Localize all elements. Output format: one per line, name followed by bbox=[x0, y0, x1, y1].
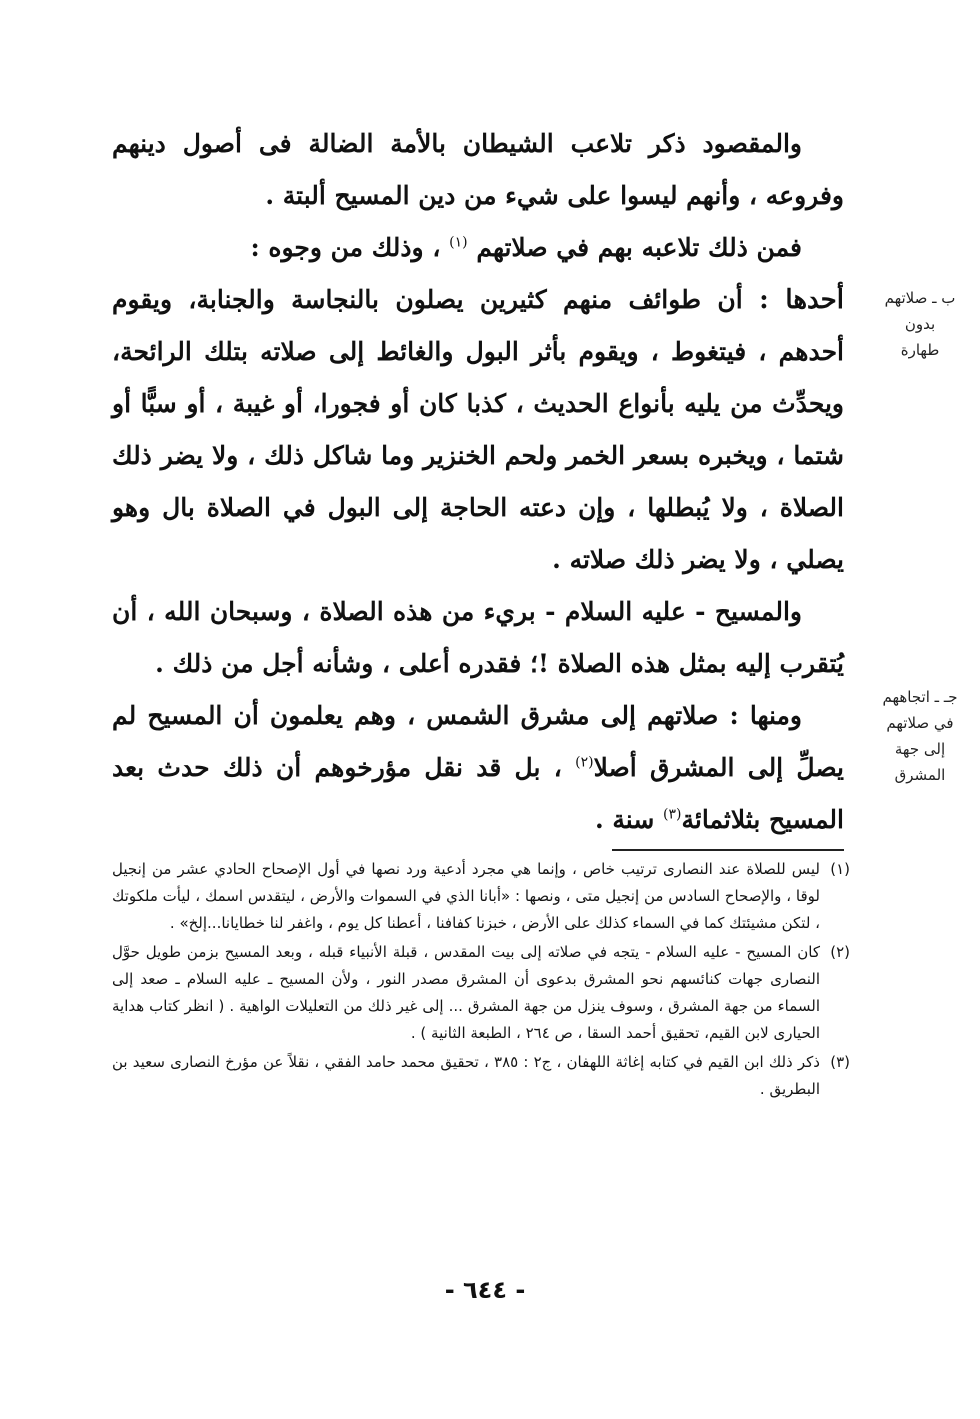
margin-note-b-line: طهارة bbox=[900, 341, 940, 359]
footnote-number: (٣) bbox=[830, 1053, 850, 1071]
footnote-3 bbox=[112, 1049, 850, 1103]
footnote-number: (١) bbox=[830, 860, 850, 878]
footnote-ref-1[interactable]: (١) bbox=[449, 234, 468, 251]
footnote-2 bbox=[112, 939, 850, 1047]
margin-note-b-line: بدون bbox=[904, 315, 936, 333]
intro-text: والمقصود ذكر تلاعب الشيطان بالأمة الضالة فى أصول دينهم وفروعه ، وأنهم ليسوا على شيء من دين المسيح ألبتة . bbox=[112, 129, 844, 210]
first-aspect-text: أن طوائف منهم كثيرين يصلون بالنجاسة والجنابة، ويقوم أحدهم ، فيتغوط ، ويقوم بأثر البول والغائط إلى صلاته بتلك الرائحة، ويحدِّث من يليه بأنواع الحديث ، كذبا كان أو فجورا، أو غيبة ، أو سبًّا أو شتما ، ويخبره بسعر الخمر ولحم الخنزير وما شاكل ذلك ، ولا يضر ذلك الصلاة ، ولا يُبطلها ، وإن دعته الحاجة إلى البول في الصلاة بال وهو يصلي ، ولا يضر ذلك صلاته . bbox=[112, 285, 844, 574]
footnote-ref-2[interactable]: (٢) bbox=[575, 754, 594, 771]
third-paragraph-text-end: سنة . bbox=[594, 805, 655, 834]
margin-note-j-line: إلى جهة bbox=[894, 740, 946, 758]
footnote-text: ذكر ذلك ابن القيم في كتابه إغاثة اللهفان ، ج٢ : ٣٨٥ ، تحقيق محمد حامد الفقي ، نقلاً عن مؤرخ النصارى سعيد بن البطريق . bbox=[112, 1053, 820, 1098]
margin-note-j-line: جـ ـ اتجاههم bbox=[882, 688, 958, 706]
intro2-text: فمن ذلك تلاعبه بهم في صلاتهم bbox=[476, 233, 802, 262]
main-text bbox=[112, 118, 844, 846]
page-number: - ٦٤٤ - bbox=[444, 1276, 526, 1304]
footnote-text: ليس للصلاة عند النصارى ترتيب خاص ، وإنما هي مجرد أدعية ورد نصها في أول الإصحاح الحادي عشر من إنجيل لوقا ، والإصحاح السادس من إنجيل متى ، ونصها : «أبانا الذي في السموات والأرض ، ليتقدس اسمك ، ليأت ملكوتك ، لتكن مشيئتك كما في السماء كذلك على الأرض ، خبزنا كفافنا ، أعطنا كل يوم ، واغفر لنا خطايانا...إلخ» . bbox=[112, 860, 820, 932]
third-paragraph-text-mid: ، بل قد نقل مؤرخوهم أن ذلك حدث بعد المسيح بثلاثمائة bbox=[112, 753, 844, 834]
second-paragraph-text: والمسيح - عليه السلام - بريء من هذه الصلاة ، وسبحان الله ، أن يُتقرب إليه بمثل هذه الصلاة !؛ فقدره أعلى ، وشأنه أجل من ذلك . bbox=[112, 597, 844, 678]
footnote-ref-3[interactable]: (٣) bbox=[663, 806, 682, 823]
footnote-divider bbox=[612, 849, 844, 851]
third-paragraph-text: ومنها : صلاتهم إلى مشرق الشمس ، وهم يعلمون أن المسيح لم يصلِّ إلى المشرق أصلا bbox=[112, 701, 844, 782]
margin-note-j-line: في صلاتهم bbox=[886, 714, 954, 732]
footnotes bbox=[112, 856, 850, 1105]
margin-note-j-line: المشرق bbox=[894, 766, 946, 784]
first-aspect-paragraph bbox=[112, 274, 844, 586]
intro-paragraph-2 bbox=[112, 222, 844, 274]
footnote-1 bbox=[112, 856, 850, 937]
intro-paragraph bbox=[112, 118, 844, 222]
margin-note-j bbox=[870, 684, 970, 788]
footnote-text: كان المسيح - عليه السلام - يتجه في صلاته إلى بيت المقدس ، قبلة الأنبياء قبله ، وبعد المسيح بزمن طويل حوَّل النصارى جهات كنائسهم نحو المشرق بدعوى أن المشرق مصدر النور ، ولأن المسيح ـ عليه السلام ـ صعد إلى السماء من جهة المشرق ، وسوف ينزل من جهة المشرق ... إلى غير ذلك من التعليلات الواهية . ( انظر كتاب هداية الحيارى لابن القيم، تحقيق أحمد السقا ، ص ٢٦٤ ، الطبعة الثانية ) . bbox=[112, 943, 820, 1042]
second-paragraph bbox=[112, 586, 844, 690]
footnote-number: (٢) bbox=[830, 943, 850, 961]
margin-note-b-line: ب ـ صلاتهم bbox=[884, 289, 956, 307]
third-paragraph bbox=[112, 690, 844, 846]
margin-note-b bbox=[870, 285, 970, 363]
intro2-text-end: ، وذلك من وجوه : bbox=[250, 233, 441, 262]
first-aspect-lead: أحدها : bbox=[759, 285, 844, 315]
